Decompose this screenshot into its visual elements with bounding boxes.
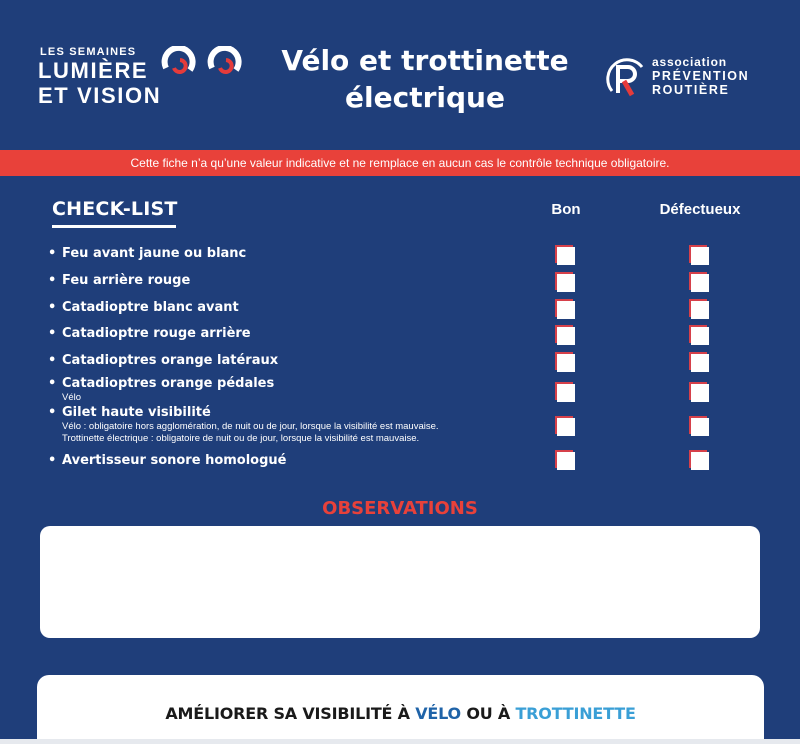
- disclaimer-banner: Cette fiche n’a qu’une valeur indicative et ne remplace en aucun cas le contrôle technique obligatoire.: [0, 150, 800, 176]
- checkbox-defective[interactable]: [689, 450, 709, 470]
- checklist-title: CHECK-LIST: [52, 198, 178, 220]
- checklist-item: [48, 376, 528, 404]
- item-label: • Feu avant jaune ou blanc: [48, 246, 528, 262]
- item-label: • Catadioptres orange pédales: [48, 376, 528, 392]
- checkbox-good[interactable]: [555, 299, 575, 319]
- page-title: [260, 42, 590, 116]
- lumiere-vision-logo: [38, 44, 248, 116]
- checklist-item: [48, 326, 528, 342]
- prevention-routiere-logo: [604, 55, 784, 100]
- checklist-item: [48, 353, 528, 369]
- title-line-1: Vélo et trottinette: [281, 44, 569, 77]
- logo-line-2: LUMIÈRE: [38, 58, 149, 83]
- improve-visibility-card: [37, 675, 764, 744]
- logo-line-1: LES SEMAINES: [40, 46, 137, 58]
- title-line-2: électrique: [345, 81, 505, 114]
- bottom-edge: [0, 739, 800, 744]
- column-header-defective: Défectueux: [659, 201, 741, 218]
- pr-logo-text: [652, 55, 749, 97]
- item-label: • Catadioptre blanc avant: [48, 300, 528, 316]
- item-label: • Catadioptres orange latéraux: [48, 353, 528, 369]
- item-label: • Catadioptre rouge arrière: [48, 326, 528, 342]
- improve-text-velo: VÉLO: [415, 704, 461, 723]
- observations-field[interactable]: [40, 526, 760, 638]
- pr-line-2: PRÉVENTION: [652, 69, 750, 83]
- item-note: Trottinette électrique : obligatoire de nuit ou de jour, lorsque la visibilité est mauvaise.: [62, 433, 420, 444]
- checkbox-defective[interactable]: [689, 299, 709, 319]
- pr-logo-icon: [604, 55, 648, 99]
- checklist-item: [48, 273, 528, 289]
- checkbox-defective[interactable]: [689, 352, 709, 372]
- item-note: Vélo : obligatoire hors agglomération, de nuit ou de jour, lorsque la visibilité est mauvaise.: [62, 421, 439, 432]
- checkbox-good[interactable]: [555, 245, 575, 265]
- pr-line-1: association: [652, 55, 727, 69]
- column-header-good: Bon: [551, 201, 581, 218]
- logo-line-3: ET VISION: [38, 83, 162, 108]
- checkbox-defective[interactable]: [689, 245, 709, 265]
- checklist-item: [48, 453, 528, 469]
- checkbox-good[interactable]: [555, 352, 575, 372]
- checkbox-defective[interactable]: [689, 272, 709, 292]
- item-label: • Avertisseur sonore homologué: [48, 453, 528, 469]
- checklist-item: [48, 300, 528, 316]
- checkbox-good[interactable]: [555, 382, 575, 402]
- improve-text-1: AMÉLIORER SA VISIBILITÉ À: [165, 704, 416, 723]
- eyes-icon: [160, 46, 250, 80]
- checklist-item: [48, 405, 528, 445]
- checkbox-good[interactable]: [555, 272, 575, 292]
- observations-title: OBSERVATIONS: [322, 498, 478, 519]
- improve-text-3: OU À: [460, 704, 516, 723]
- item-label: • Feu arrière rouge: [48, 273, 528, 289]
- checklist-underline: [52, 225, 176, 228]
- checkbox-good[interactable]: [555, 416, 575, 436]
- pr-line-3: ROUTIÈRE: [652, 83, 730, 97]
- checkbox-defective[interactable]: [689, 325, 709, 345]
- checkbox-defective[interactable]: [689, 382, 709, 402]
- checkbox-good[interactable]: [555, 450, 575, 470]
- item-note: Vélo: [62, 392, 82, 403]
- improve-visibility-title: [37, 704, 764, 723]
- checkbox-defective[interactable]: [689, 416, 709, 436]
- checkbox-good[interactable]: [555, 325, 575, 345]
- item-label: • Gilet haute visibilité: [48, 405, 528, 421]
- checklist-item: [48, 246, 528, 262]
- improve-text-trottinette: TROTTINETTE: [515, 704, 636, 723]
